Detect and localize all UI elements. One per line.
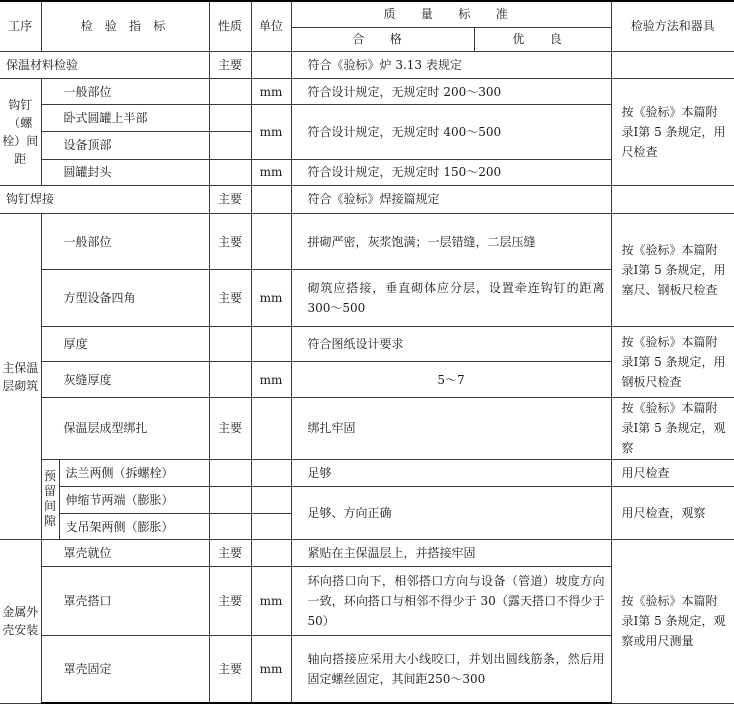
main-general-unit (251, 213, 291, 269)
nail-tank-head-unit: mm (251, 159, 291, 185)
shell-fixing-nature: 主要 (209, 635, 251, 703)
nail-welding-method (611, 185, 734, 213)
insulation-material-unit (251, 51, 291, 78)
gap-support-unit (251, 514, 291, 540)
gap-expansion-item: 伸缩节两端（膨胀） (59, 486, 209, 513)
nail-welding-standard: 符合《验标》焊接篇规定 (291, 185, 611, 213)
header-qualified: 合 格 (291, 27, 474, 51)
nail-spacing-method: 按《验标》本篇附录Ⅰ第 5 条规定，用尺检查 (611, 79, 734, 186)
main-binding-standard: 绑扎牢固 (291, 398, 611, 459)
main-joint-standard: 5～7 (291, 361, 611, 397)
nail-general-unit: mm (251, 79, 291, 105)
header-quality-standard: 质 量 标 准 (291, 1, 611, 27)
header-excellent: 优 良 (474, 27, 611, 51)
main-binding-method: 按《验标》本篇附录Ⅰ第 5 条规定，观察 (611, 398, 734, 459)
reserved-gap-label: 预留间隙 (41, 459, 59, 540)
gap-expansion-nature (209, 486, 251, 513)
main-method-b: 按《验标》本篇附录Ⅰ第 5 条规定，用钢板尺检查 (611, 326, 734, 398)
main-general-nature: 主要 (209, 213, 251, 269)
metal-shell-process: 金属外壳安装 (0, 540, 41, 703)
gap-shared-method: 用尺检查，观察 (611, 486, 734, 539)
shell-fixing-unit: mm (251, 635, 291, 703)
nail-tank-upper-nature (209, 105, 251, 132)
shell-overlap-item: 罩壳搭口 (41, 567, 209, 635)
shell-position-nature: 主要 (209, 540, 251, 567)
shell-fixing-standard: 轴向搭接应采用大小线咬口，并划出圆线筋条，然后用固定螺丝固定，其间距250～300 (291, 635, 611, 703)
gap-flange-nature (209, 459, 251, 486)
gap-flange-unit (251, 459, 291, 486)
main-square-corner-item: 方型设备四角 (41, 270, 209, 326)
header-method: 检验方法和器具 (611, 1, 734, 51)
gap-shared-standard: 足够、方向正确 (291, 486, 611, 539)
gap-flange-standard: 足够 (291, 459, 611, 486)
shell-position-item: 罩壳就位 (41, 540, 209, 567)
main-thickness-item: 厚度 (41, 326, 209, 361)
header-indicator: 检 验 指 标 (41, 1, 209, 51)
shell-overlap-standard: 环向搭口向下，相邻搭口方向与设备（管道）坡度方向一致，环向搭口与相邻不得少于 30（露天搭口不得少于 50） (291, 567, 611, 635)
gap-expansion-unit (251, 486, 291, 513)
main-square-corner-standard: 砌筑应搭接，垂直砌体应分层，设置牵连钩钉的距离 300～500 (291, 270, 611, 326)
gap-flange-method: 用尺检查 (611, 459, 734, 486)
main-layer-process: 主保温层砌筑 (0, 213, 41, 539)
gap-support-item: 支吊架两侧（膨胀） (59, 514, 209, 540)
gap-support-nature (209, 514, 251, 540)
shell-overlap-nature: 主要 (209, 567, 251, 635)
main-general-item: 一般部位 (41, 213, 209, 269)
nail-top-unit: mm (251, 105, 291, 159)
main-general-standard: 拼砌严密，灰浆饱满；一层错缝，二层压缝 (291, 213, 611, 269)
nail-tank-head-nature (209, 159, 251, 185)
shell-overlap-unit: mm (251, 567, 291, 635)
nail-equipment-top-item: 设备顶部 (41, 132, 209, 159)
main-square-corner-nature: 主要 (209, 270, 251, 326)
shell-position-unit (251, 540, 291, 567)
main-method-a: 按《验标》本篇附录Ⅰ第 5 条规定，用塞尺、钢板尺检查 (611, 213, 734, 326)
main-square-corner-unit: mm (251, 270, 291, 326)
main-joint-nature (209, 361, 251, 397)
main-joint-unit: mm (251, 361, 291, 397)
nail-tank-upper-item: 卧式圆罐上半部 (41, 105, 209, 132)
nail-general-nature (209, 79, 251, 105)
header-nature: 性质 (209, 1, 251, 51)
insulation-material-standard: 符合《验标》炉 3.13 表规定 (291, 51, 611, 78)
shell-position-standard: 紧贴在主保温层上，并搭接牢固 (291, 540, 611, 567)
nail-spacing-process: 钩钉（螺栓）间距 (0, 79, 41, 186)
insulation-material-nature: 主要 (209, 51, 251, 78)
nail-welding-unit (251, 185, 291, 213)
nail-top-standard: 符合设计规定，无规定时 400～500 (291, 105, 611, 159)
main-joint-item: 灰缝厚度 (41, 361, 209, 397)
nail-welding-nature: 主要 (209, 185, 251, 213)
shell-fixing-item: 罩壳固定 (41, 635, 209, 703)
main-thickness-unit (251, 326, 291, 361)
nail-equipment-top-nature (209, 132, 251, 159)
nail-welding-item: 钩钉焊接 (0, 185, 209, 213)
header-process: 工序 (0, 1, 41, 51)
insulation-material-method (611, 51, 734, 78)
insulation-material-item: 保温材料检验 (0, 51, 209, 78)
main-thickness-standard: 符合图纸设计要求 (291, 326, 611, 361)
header-unit: 单位 (251, 1, 291, 51)
main-thickness-nature (209, 326, 251, 361)
gap-flange-item: 法兰两侧（拆螺栓） (59, 459, 209, 486)
nail-general-item: 一般部位 (41, 79, 209, 105)
metal-shell-method: 按《验标》本篇附录Ⅰ第 5 条规定，观察或用尺测量 (611, 540, 734, 703)
main-binding-nature: 主要 (209, 398, 251, 459)
nail-tank-head-item: 圆罐封头 (41, 159, 209, 185)
main-binding-item: 保温层成型绑扎 (41, 398, 209, 459)
main-binding-unit (251, 398, 291, 459)
nail-tank-head-standard: 符合设计规定，无规定时 150～200 (291, 159, 611, 185)
nail-general-standard: 符合设计规定，无规定时 200～300 (291, 79, 611, 105)
